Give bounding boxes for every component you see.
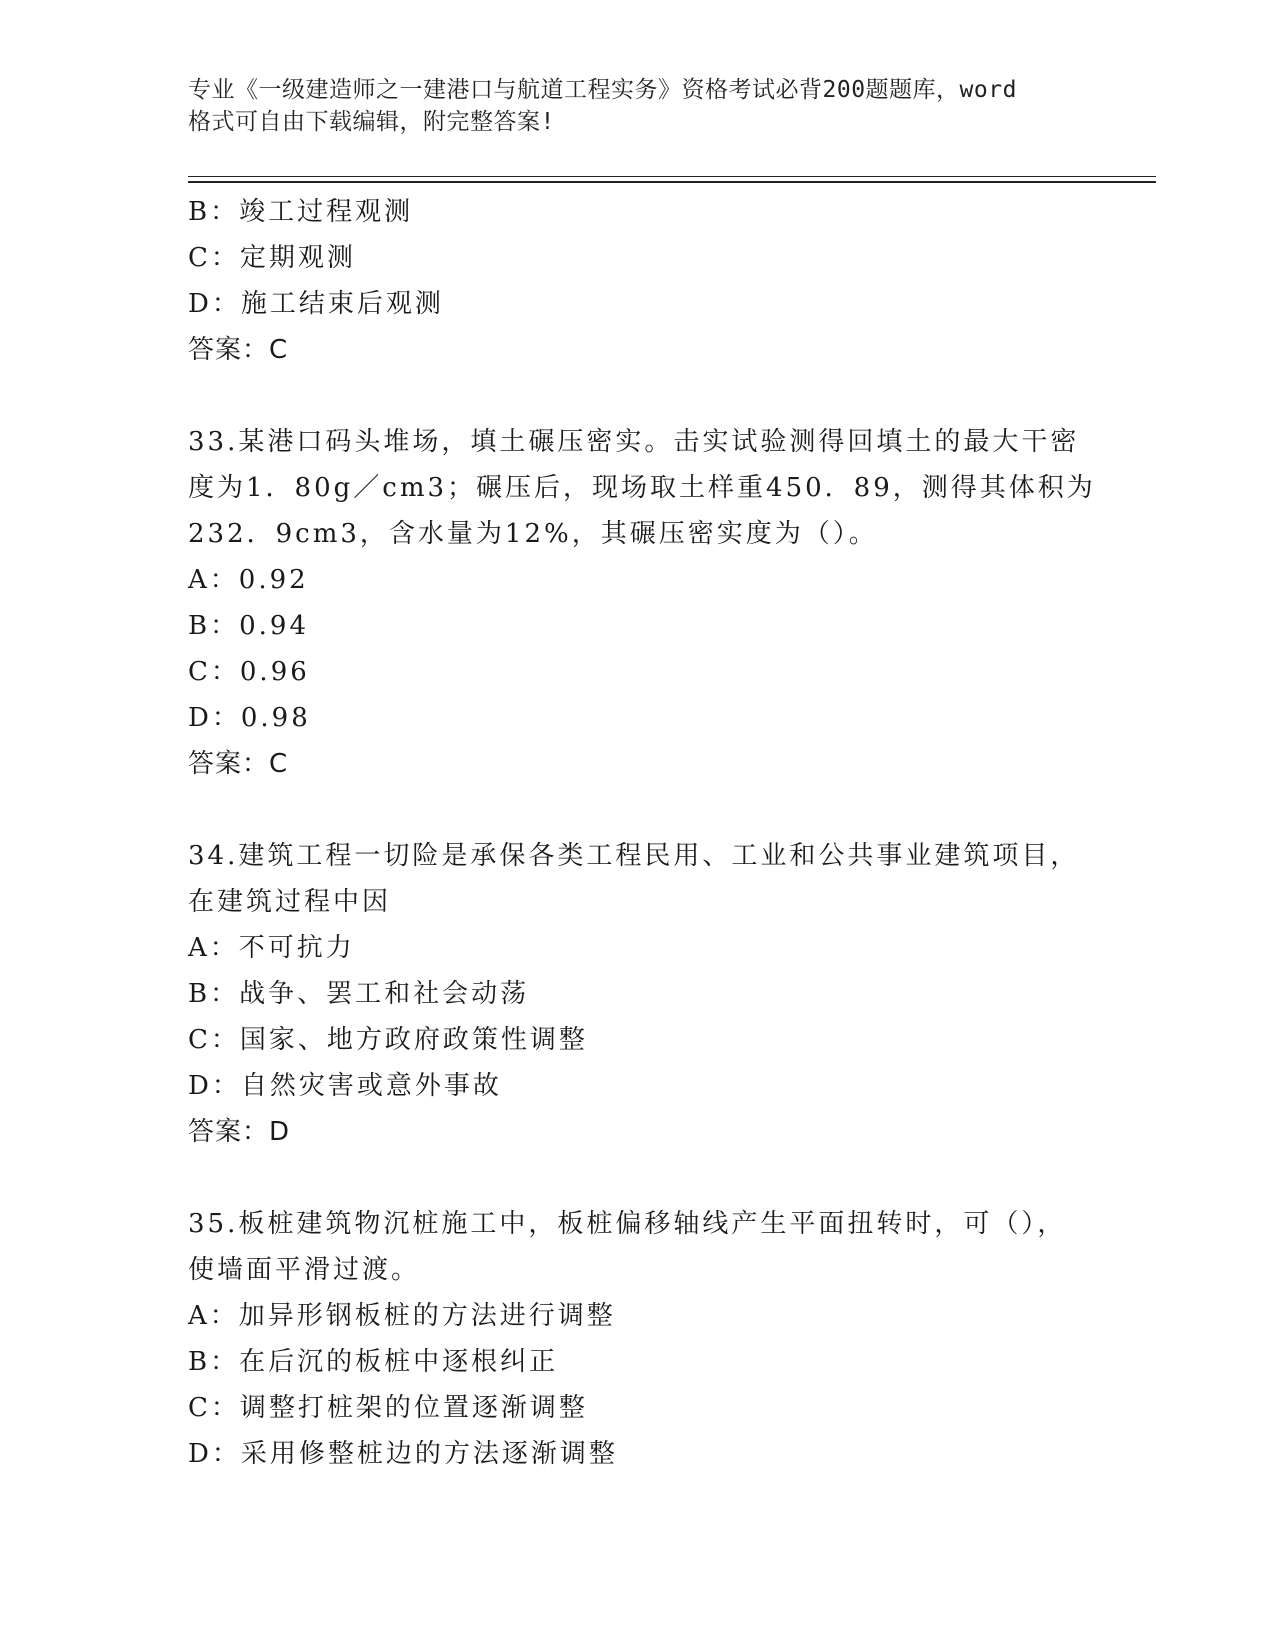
option-d: D：自然灾害或意外事故 [188, 1071, 502, 1101]
question-list [188, 189, 1096, 1477]
option-b: B：战争、罢工和社会动荡 [188, 979, 530, 1009]
question-text-line: 34.建筑工程一切险是承保各类工程民用、工业和公共事业建筑项目， [188, 841, 1080, 871]
question-text-line: 232．9cm3，含水量为12%，其碾压密实度为（）。 [188, 519, 878, 549]
option-d: D：0.98 [188, 703, 311, 733]
spacer [188, 787, 1088, 833]
option-d: D：施工结束后观测 [188, 289, 444, 319]
option-a: A：0.92 [188, 565, 309, 595]
option-c: C：定期观测 [188, 243, 356, 273]
question-text-line: 33.某港口码头堆场，填土碾压密实。击实试验测得回填土的最大干密 [188, 427, 1080, 457]
question-text-line: 使墙面平滑过渡。 [188, 1255, 421, 1285]
answer-line: 答案：C [188, 335, 289, 365]
option-b: B：在后沉的板桩中逐根纠正 [188, 1347, 559, 1377]
header-divider [188, 176, 1156, 183]
question-34 [188, 833, 1088, 1155]
option-a: A：加异形钢板桩的方法进行调整 [188, 1301, 616, 1331]
document-header [188, 74, 1088, 138]
option-b: B：0.94 [188, 611, 309, 641]
spacer [188, 373, 1088, 419]
spacer [188, 1155, 1088, 1201]
option-a: A：不可抗力 [188, 933, 355, 963]
header-line-2: 格式可自由下载编辑，附完整答案! [188, 109, 555, 135]
answer-line: 答案：D [188, 1117, 291, 1147]
answer-line: 答案：C [188, 749, 289, 779]
question-text-line: 35.板桩建筑物沉桩施工中，板桩偏移轴线产生平面扭转时，可（）， [188, 1209, 1067, 1239]
header-line-1: 专业《一级建造师之一建港口与航道工程实务》资格考试必背200题题库，word [188, 77, 1017, 103]
option-d: D：采用修整桩边的方法逐渐调整 [188, 1439, 618, 1469]
question-32-continued [188, 189, 1088, 373]
question-35 [188, 1201, 1088, 1477]
option-c: C：调整打桩架的位置逐渐调整 [188, 1393, 588, 1423]
option-b: B：竣工过程观测 [188, 197, 414, 227]
question-33 [188, 419, 1096, 787]
question-text-line: 在建筑过程中因 [188, 887, 392, 917]
option-c: C：国家、地方政府政策性调整 [188, 1025, 588, 1055]
question-text-line: 度为1．80g／cm3；碾压后，现场取土样重450．89，测得其体积为 [188, 473, 1096, 503]
option-c: C：0.96 [188, 657, 310, 687]
